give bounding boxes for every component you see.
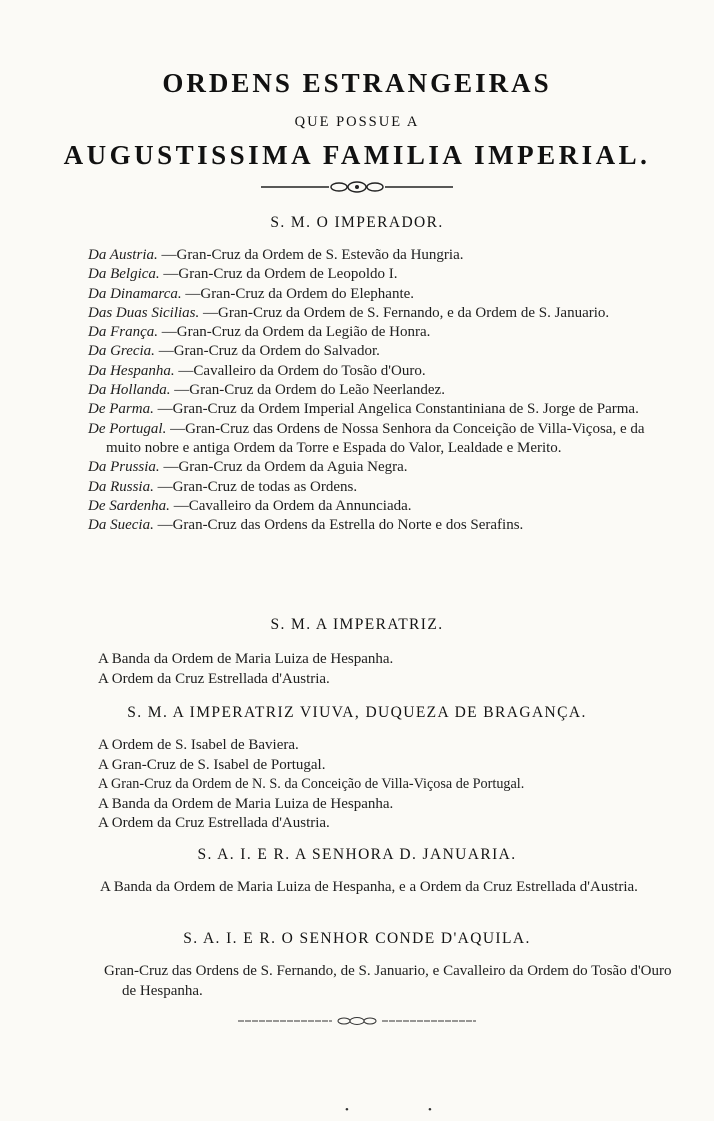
heading-princess-januaria: S. A. I. E R. A SENHORA D. JANUARIA. bbox=[197, 846, 517, 863]
list-item: Da França. —Gran-Cruz da Ordem da Legião de Honra. bbox=[88, 324, 431, 341]
emperor-orders-list bbox=[88, 246, 668, 535]
ornament-rule-icon bbox=[257, 180, 457, 194]
list-item: Da Hespanha. —Cavalleiro da Ordem do Tosão d'Ouro. bbox=[88, 362, 426, 379]
title-foreign-orders: ORDENS ESTRANGEIRAS bbox=[162, 68, 552, 98]
heading-empress: S. M. A IMPERATRIZ. bbox=[270, 616, 444, 633]
title-imperial-family: AUGUSTISSIMA FAMILIA IMPERIAL. bbox=[63, 140, 651, 170]
list-item: Da Austria. —Gran-Cruz da Ordem de S. Estevão da Hungria. bbox=[88, 247, 464, 263]
bottom-ornament-divider bbox=[0, 1014, 714, 1032]
list-item: Da Prussia. —Gran-Cruz da Ordem da Aguia Negra. bbox=[88, 459, 408, 476]
empress-dowager-orders-list bbox=[98, 736, 670, 834]
list-item: A Banda da Ordem de Maria Luiza de Hespanha. bbox=[98, 651, 394, 667]
list-item: De Sardenha. —Cavalleiro da Ordem da Annunciada. bbox=[88, 497, 412, 514]
top-ornament-divider bbox=[0, 180, 714, 199]
list-item: Da Suecia. —Gran-Cruz das Ordens da Estrella do Norte e dos Serafins. bbox=[88, 517, 524, 534]
list-item: Da Belgica. —Gran-Cruz da Ordem de Leopoldo I. bbox=[88, 266, 398, 283]
ornament-rule-icon bbox=[232, 1015, 482, 1027]
list-item: Da Hollanda. —Gran-Cruz da Ordem do Leão Neerlandez. bbox=[88, 382, 445, 399]
heading-emperor: S. M. O IMPERADOR. bbox=[270, 214, 444, 231]
printer-mark: • bbox=[428, 1104, 432, 1116]
empress-orders-list bbox=[98, 650, 658, 689]
count-aquila-orders-list bbox=[104, 962, 672, 1001]
heading-count-aquila: S. A. I. E R. O SENHOR CONDE D'AQUILA. bbox=[183, 930, 531, 947]
list-item: A Banda da Ordem de Maria Luiza de Hespanha. bbox=[98, 795, 394, 812]
list-item: A Ordem da Cruz Estrellada d'Austria. bbox=[98, 670, 330, 687]
princess-januaria-orders-list bbox=[100, 878, 668, 898]
list-item: A Ordem da Cruz Estrellada d'Austria. bbox=[98, 815, 330, 831]
list-item: De Parma. —Gran-Cruz da Ordem Imperial Angelica Constantiniana de S. Jorge de Parma. bbox=[88, 401, 639, 418]
printer-mark: • bbox=[345, 1104, 349, 1116]
list-item: Da Grecia. —Gran-Cruz da Ordem do Salvador. bbox=[88, 343, 380, 360]
list-item: A Gran-Cruz da Ordem de N. S. da Conceição de Villa-Viçosa de Portugal. bbox=[98, 776, 525, 792]
list-item: Da Dinamarca. —Gran-Cruz da Ordem do Elephante. bbox=[88, 285, 415, 302]
list-item: Das Duas Sicilias. —Gran-Cruz da Ordem de S. Fernando, e da Ordem de S. Januario. bbox=[88, 304, 610, 321]
list-item: Gran-Cruz das Ordens de S. Fernando, de S. Januario, e Cavalleiro da Ordem do Tosão d'Ouro de Hespanha. bbox=[104, 963, 672, 999]
list-item: A Gran-Cruz de S. Isabel de Portugal. bbox=[98, 756, 326, 773]
list-item: A Ordem de S. Isabel de Baviera. bbox=[98, 737, 299, 753]
list-item: De Portugal. —Gran-Cruz das Ordens de Nossa Senhora da Conceição de Villa-Viçosa, e da muito nobre e antiga Ordem da Torre e Espada do Valor, Lealdade e Merito. bbox=[88, 420, 645, 456]
list-item: A Banda da Ordem de Maria Luiza de Hespanha, e a Ordem da Cruz Estrellada d'Austria. bbox=[100, 879, 638, 895]
heading-empress-dowager: S. M. A IMPERATRIZ VIUVA, DUQUEZA DE BRAGANÇA. bbox=[127, 704, 587, 721]
subtitle-which-possesses: QUE POSSUE A bbox=[294, 114, 420, 130]
list-item: Da Russia. —Gran-Cruz de todas as Ordens. bbox=[88, 478, 358, 495]
